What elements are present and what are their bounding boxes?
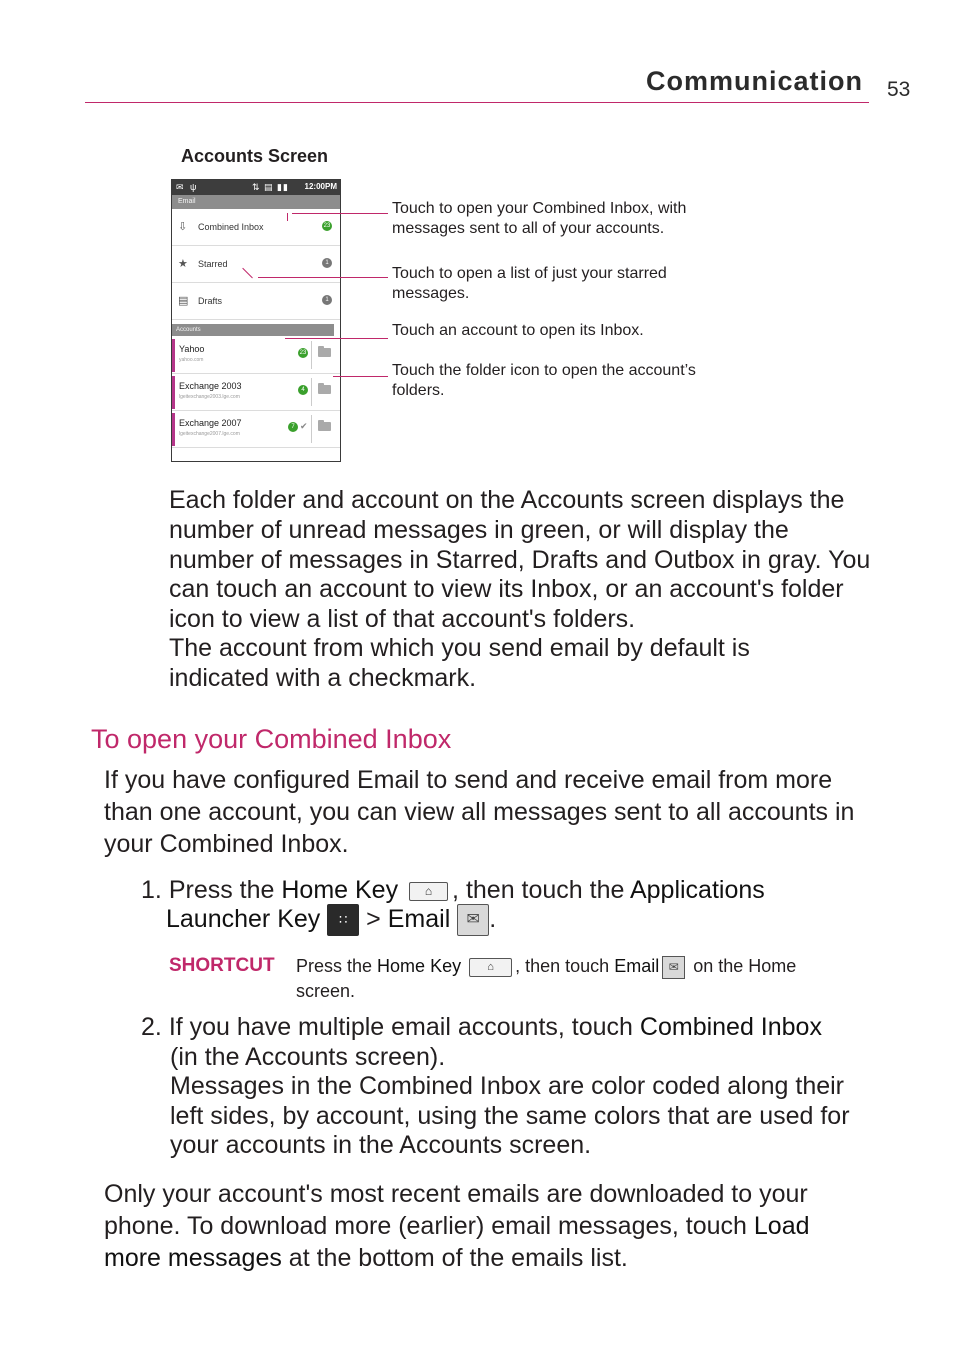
lead-paragraph: If you have configured Email to send and receive email from more than one account, you can view all messages sent to all accounts in your Combined Inbox. [104, 766, 855, 858]
applications-label: Applications [629, 876, 765, 904]
step-2-detail: Messages in the Combined Inbox are color coded along their left sides, by account, using the same colors that are used for your accounts in the Accounts screen. [170, 1072, 850, 1159]
status-time: 12:00PM [304, 182, 337, 191]
accounts-screen-screenshot [171, 179, 341, 462]
shortcut-label: SHORTCUT [169, 955, 275, 976]
unread-count-badge: 23 [299, 350, 307, 356]
step-1-line-2 [166, 904, 866, 936]
row-label: Starred [198, 259, 228, 269]
count-badge: 1 [322, 295, 332, 305]
email-app-icon: ✉ [457, 904, 489, 936]
default-checkmark-icon: ✔ [300, 421, 308, 431]
step-number: 2. [141, 1013, 162, 1041]
callout-line-combined-inbox-tick [287, 213, 288, 221]
account-address: lgeitexchange2003.lge.com [179, 394, 240, 400]
load-more-messages-label: Load more messages [104, 1212, 810, 1272]
page-number: 53 [887, 78, 911, 101]
step-text: Press the [168, 876, 282, 904]
home-key-label: Home Key [377, 956, 462, 976]
home-key-label: Home Key [281, 876, 399, 904]
shortcut-text-part: screen. [296, 981, 356, 1001]
row-label: Combined Inbox [198, 222, 264, 232]
callout-folder: Touch the folder icon to open the account’s folders. [392, 362, 696, 399]
count-badge: 1 [322, 258, 332, 268]
divider [311, 415, 312, 443]
callout-combined-inbox: Touch to open your Combined Inbox, with messages sent to all of your accounts. [392, 200, 687, 237]
account-color-strip [172, 376, 175, 409]
account-address: lgeitexchange2007.lge.com [179, 431, 240, 437]
home-key-icon: ⌂ [409, 882, 448, 901]
section-title: Communication [646, 66, 864, 96]
callout-line-folder [333, 376, 388, 377]
app-title-bar: Email [172, 195, 340, 209]
inbox-icon: ⇩ [178, 221, 188, 233]
unread-count-badge: 23 [323, 223, 331, 229]
signal-icons: ⇅ ▤ ▮▮ [252, 182, 289, 192]
applications-launcher-icon: ∷ [327, 904, 359, 936]
step-text: , then touch the [452, 876, 630, 904]
combined-inbox-label: Combined Inbox [639, 1013, 822, 1041]
account-row-yahoo[interactable] [172, 337, 340, 374]
account-address: yahoo.com [179, 357, 204, 363]
divider [311, 378, 312, 406]
folder-icon[interactable] [318, 422, 331, 431]
step-2-line-2: (in the Accounts screen). [170, 1043, 446, 1071]
callout-starred: Touch to open a list of just your starred messages. [392, 265, 667, 302]
figure-caption: Accounts Screen [181, 146, 329, 166]
email-app-icon: ✉ [662, 956, 685, 979]
home-key-icon: ⌂ [469, 958, 512, 977]
step-1 [141, 875, 861, 905]
email-label: Email [614, 956, 660, 976]
callout-line-starred [258, 277, 388, 278]
intro-paragraph: Each folder and account on the Accounts screen displays the number of unread messages in green, or will display the number of messages in Starred, Drafts and Outbox in gray. You can touch an account to view its Inbox, or an account's folder icon to view a list of that account's folders. [169, 486, 871, 634]
email-label: Email [387, 905, 451, 933]
drafts-row[interactable] [172, 283, 340, 320]
account-color-strip [172, 339, 175, 372]
row-label: Drafts [198, 296, 223, 306]
closing-text: Only your account's most recent emails are downloaded to your phone. To download more (earlier) email messages, touch [104, 1180, 808, 1240]
header-divider [85, 102, 869, 103]
notification-icons: ✉ ψ [176, 182, 199, 192]
shortcut-text-part: , then touch [515, 956, 615, 976]
unread-count-badge: 7 [288, 422, 298, 432]
closing-text: at the bottom of the emails list. [281, 1244, 628, 1272]
status-bar [172, 180, 340, 195]
star-icon: ★ [178, 258, 188, 270]
folder-icon[interactable] [318, 348, 331, 357]
step-text: . [489, 905, 497, 933]
divider [311, 341, 312, 369]
account-name: Exchange 2003 [179, 381, 242, 391]
default-account-paragraph: The account from which you send email by default is indicated with a checkmark. [169, 634, 750, 692]
shortcut-text [296, 954, 866, 1004]
folder-icon[interactable] [318, 385, 331, 394]
shortcut-text-part: on the Home [688, 956, 797, 976]
callout-line-combined-inbox [292, 213, 388, 214]
account-row-exchange-2007[interactable] [172, 411, 340, 448]
account-color-strip [172, 413, 175, 446]
account-name: Yahoo [179, 344, 205, 354]
launcher-key-label: Launcher Key [166, 905, 321, 933]
unread-count-badge: 4 [298, 385, 308, 395]
account-row-exchange-2003[interactable] [172, 374, 340, 411]
drafts-icon: ▤ [178, 295, 189, 307]
subheading-open-combined-inbox: To open your Combined Inbox [91, 724, 452, 754]
shortcut-text-part: Press the [296, 956, 378, 976]
accounts-section-header: Accounts [172, 324, 334, 336]
step-2 [141, 1012, 871, 1042]
callout-account: Touch an account to open its Inbox. [392, 322, 644, 339]
callout-line-account [285, 338, 388, 339]
step-text: > [359, 905, 388, 933]
step-number: 1. [141, 876, 162, 904]
combined-inbox-row[interactable] [172, 209, 340, 246]
closing-paragraph [104, 1178, 864, 1274]
step-text: If you have multiple email accounts, touch [168, 1013, 640, 1041]
account-name: Exchange 2007 [179, 418, 242, 428]
